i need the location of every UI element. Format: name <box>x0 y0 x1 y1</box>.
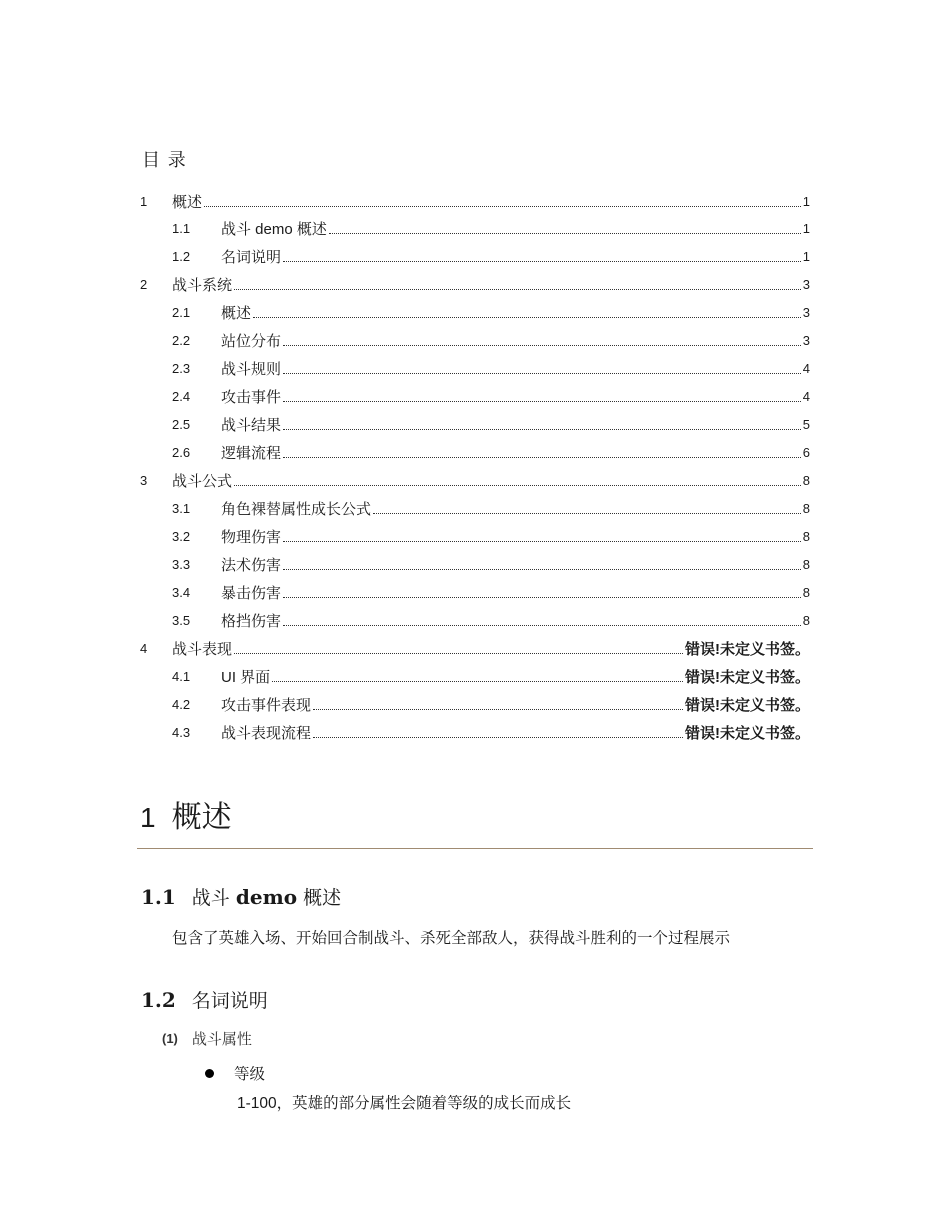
toc-entry-label: 暴击伤害 <box>221 584 282 602</box>
toc-entry-page: 8 <box>802 473 810 488</box>
toc-entry[interactable] <box>140 606 810 634</box>
heading-number: 1.1 <box>141 885 176 909</box>
toc-entry-page: 3 <box>802 305 810 321</box>
toc-entry-number: 2.5 <box>172 417 191 433</box>
numbered-list-item <box>162 1028 252 1049</box>
heading-number: 1 <box>140 802 156 833</box>
toc-entry-number: 2.1 <box>172 305 191 321</box>
toc-entry[interactable] <box>140 550 810 578</box>
toc-entry-page: 8 <box>802 556 810 572</box>
toc-entry-page: 8 <box>802 528 810 544</box>
toc-entry[interactable] <box>140 467 810 495</box>
toc-entry-page: 1 <box>802 221 810 237</box>
toc-entry-number: 2.2 <box>172 333 191 349</box>
toc-entry-label: 战斗规则 <box>221 361 282 379</box>
toc-entry[interactable] <box>140 634 810 662</box>
toc-entry-label: 站位分布 <box>221 333 282 351</box>
toc-entry[interactable] <box>140 215 810 243</box>
toc-entry-page: 5 <box>802 417 810 433</box>
toc-leader-dots <box>283 457 801 458</box>
toc-entry-number: 1 <box>140 193 148 209</box>
bullet-dot-icon <box>205 1069 214 1078</box>
toc-entry[interactable] <box>140 299 810 327</box>
toc-entry-number: 4.3 <box>172 724 191 740</box>
toc-leader-dots <box>283 345 801 346</box>
toc-entry-number: 3.5 <box>172 612 191 628</box>
toc-entry-label: 物理伤害 <box>221 528 282 546</box>
toc-entry-label: 战斗结果 <box>221 417 282 435</box>
toc-entry-number: 4.2 <box>172 696 191 712</box>
toc-leader-dots <box>283 569 801 570</box>
toc-entry-number: 1.1 <box>172 221 191 237</box>
toc-entry[interactable] <box>140 383 810 411</box>
toc-entry[interactable] <box>140 327 810 355</box>
toc-leader-dots <box>283 261 801 262</box>
toc-leader-dots <box>272 681 683 682</box>
toc-entry-number: 3.2 <box>172 528 191 544</box>
toc-entry[interactable] <box>140 243 810 271</box>
toc-entry[interactable] <box>140 662 810 690</box>
heading-1-2 <box>141 986 268 1013</box>
toc-leader-dots <box>283 429 801 430</box>
toc-leader-dots <box>373 513 801 514</box>
toc-entry-label: 格挡伤害 <box>221 612 282 630</box>
bullet-description: 1-100，英雄的部分属性会随着等级的成长而成长 <box>237 1095 572 1112</box>
toc-entry[interactable] <box>140 578 810 606</box>
toc-entry[interactable] <box>140 411 810 439</box>
toc-entry-number: 4.1 <box>172 668 191 684</box>
toc-entry-number: 3.1 <box>172 500 191 516</box>
toc-entry-label: 战斗系统 <box>172 277 233 295</box>
toc-entry-number: 3.4 <box>172 584 191 600</box>
toc-entry-label: 概述 <box>221 305 252 323</box>
toc-entry-number: 2.3 <box>172 361 191 377</box>
toc-entry-label: 法术伤害 <box>221 556 282 574</box>
heading-divider <box>137 848 813 849</box>
toc-entry-page: 3 <box>802 277 810 293</box>
toc-entry-page: 错误!未定义书签。 <box>685 668 810 686</box>
toc-entry-number: 1.2 <box>172 249 191 265</box>
toc-entry[interactable] <box>140 355 810 383</box>
toc-leader-dots <box>329 233 801 234</box>
toc-entry-page: 1 <box>802 249 810 265</box>
toc-entry-page: 错误!未定义书签。 <box>685 640 810 658</box>
toc-entry-label: 攻击事件表现 <box>221 696 312 714</box>
bullet-label: 等级 <box>234 1066 266 1083</box>
toc-entry-page: 6 <box>802 445 810 461</box>
toc-leader-dots <box>283 373 801 374</box>
toc-entry-label: 概述 <box>172 193 203 211</box>
toc-entry[interactable] <box>140 690 810 718</box>
toc-leader-dots <box>283 541 801 542</box>
toc-entry-page: 1 <box>802 193 810 209</box>
toc-entry-number: 4 <box>140 640 148 656</box>
toc-entry-page: 8 <box>802 612 810 628</box>
body-paragraph: 包含了英雄入场、开始回合制战斗、杀死全部敌人，获得战斗胜利的一个过程展示 <box>172 930 731 947</box>
toc-leader-dots <box>234 289 801 290</box>
toc-entry-page: 8 <box>802 500 810 516</box>
toc-entry-label: UI 界面 <box>221 668 271 686</box>
toc-entry-label: 角色裸替属性成长公式 <box>221 500 372 518</box>
toc-leader-dots <box>234 653 683 654</box>
heading-1 <box>140 792 232 836</box>
toc-leader-dots <box>313 709 683 710</box>
toc-title: 目 录 <box>142 150 187 171</box>
list-label: 战斗属性 <box>191 1031 252 1048</box>
toc-entry-label: 战斗表现 <box>172 640 233 658</box>
toc-entry[interactable] <box>140 271 810 299</box>
toc-entry[interactable] <box>140 494 810 522</box>
toc-entry-number: 2 <box>140 277 148 293</box>
heading-title: 概述 <box>171 801 232 834</box>
toc-entry-page: 3 <box>802 333 810 349</box>
toc-leader-dots <box>253 317 801 318</box>
toc-entry-number: 2.6 <box>172 445 191 461</box>
toc-entry-page: 错误!未定义书签。 <box>685 724 810 742</box>
toc-leader-dots <box>283 625 801 626</box>
toc-entry-label: 逻辑流程 <box>221 445 282 463</box>
toc-entry-number: 3 <box>140 473 148 488</box>
toc-entry[interactable] <box>140 187 810 215</box>
heading-title: 战斗 demo 概述 <box>191 885 342 909</box>
toc-entry[interactable] <box>140 522 810 550</box>
heading-number: 1.2 <box>141 988 176 1012</box>
toc-entry-page: 错误!未定义书签。 <box>685 696 810 714</box>
toc-leader-dots <box>283 401 801 402</box>
toc-entry-page: 4 <box>802 389 810 405</box>
toc-leader-dots <box>313 737 683 738</box>
list-number: (1) <box>162 1031 178 1046</box>
toc-entry-label: 战斗表现流程 <box>221 724 312 742</box>
toc-entry-label: 战斗公式 <box>172 473 233 490</box>
toc-leader-dots <box>234 485 801 486</box>
toc-entry[interactable] <box>140 718 810 746</box>
heading-1-1 <box>141 883 341 910</box>
toc-entry-label: 名词说明 <box>221 249 282 267</box>
toc-leader-dots <box>204 206 801 207</box>
bullet-item <box>205 1062 265 1084</box>
toc-entry-number: 2.4 <box>172 389 191 405</box>
toc-entry-number: 3.3 <box>172 556 191 572</box>
toc-entry-page: 8 <box>802 584 810 600</box>
toc-entry-label: 攻击事件 <box>221 389 282 407</box>
heading-title: 名词说明 <box>191 990 268 1012</box>
toc-leader-dots <box>283 597 801 598</box>
toc-entry-label: 战斗 demo 概述 <box>221 221 327 239</box>
toc-entry-page: 4 <box>802 361 810 377</box>
toc-entry[interactable] <box>140 439 810 467</box>
